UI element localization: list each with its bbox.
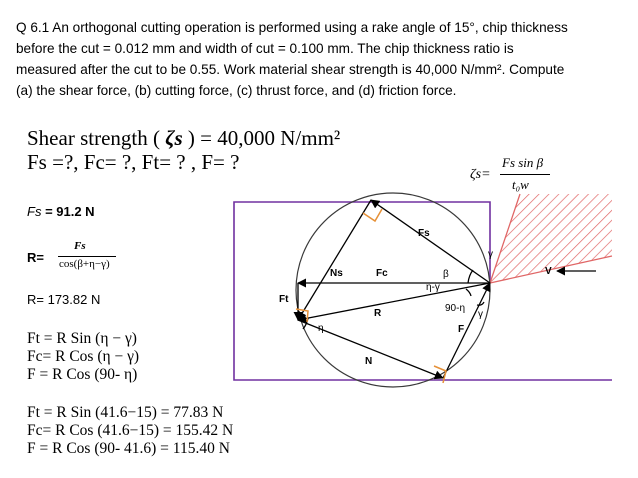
fs-symbol: Fs (27, 204, 42, 219)
equation-ft: Ft = R Sin (η − γ) (27, 330, 137, 347)
label-gamma-lower: γ (478, 309, 483, 320)
equation-ft-numeric: Ft = R Sin (41.6−15) = 77.83 N (27, 404, 224, 421)
zeta-denominator: t₀w (512, 177, 529, 192)
label-fc: Fc (376, 268, 388, 279)
equation-fc-numeric: Fc= R Cos (41.6−15) = 155.42 N (27, 422, 234, 439)
eta-gamma-arc (466, 289, 471, 296)
label-eta: η (318, 323, 324, 334)
beta-arc (468, 270, 473, 283)
label-n: N (365, 356, 373, 367)
label-ft: Ft (279, 294, 289, 305)
label-eta-minus-gamma: η-γ (426, 282, 440, 293)
question-line: before the cut = 0.012 mm and width of cut = 0.100 mm. The chip thickness ratio is (16, 41, 514, 56)
r-lhs: R= (27, 250, 44, 265)
zeta-numerator: Fs sin β (502, 155, 544, 170)
label-f: F (458, 324, 465, 335)
unknowns-line: Fs =?, Fc= ?, Ft= ? , F= ? (27, 150, 240, 174)
shear-strength-prefix: Shear strength ( (27, 126, 160, 150)
equation-f: F = R Cos (90- η) (27, 366, 138, 383)
zeta-lhs: ζs= (470, 167, 491, 182)
question-line: measured after the cut to be 0.55. Work material shear strength is 40,000 N/mm². Compute (16, 62, 565, 77)
label-ninety-minus-eta: 90-η (445, 303, 466, 314)
r-numerator: Fs (74, 240, 86, 252)
equation-fc: Fc= R Cos (η − γ) (27, 348, 140, 365)
question-line: (a) the shear force, (b) cutting force, (c) thrust force, and (d) friction force. (16, 83, 457, 98)
label-fs: Fs (418, 228, 430, 239)
resultant-r-arrow (298, 283, 490, 320)
equation-f-numeric: F = R Cos (90- 41.6) = 115.40 N (27, 440, 230, 457)
label-gamma: γ (488, 249, 493, 260)
r-denominator: cos(β+η−γ) (59, 258, 110, 270)
fs-value: = 91.2 N (41, 204, 95, 219)
force-vectors (298, 200, 490, 378)
label-r: R (374, 308, 382, 319)
friction-force-arrow (443, 283, 490, 378)
label-v: V (545, 266, 552, 277)
normal-shear-arrow (298, 200, 371, 320)
shear-strength-suffix: ) = 40,000 N/mm² (187, 126, 341, 150)
label-beta: β (443, 269, 449, 280)
shear-strength-symbol: ζs (165, 126, 183, 150)
question-line: Q 6.1 An orthogonal cutting operation is performed using a rake angle of 15°, chip thickness (16, 20, 568, 35)
label-ns: Ns (330, 268, 343, 279)
r-result: R= 173.82 N (27, 292, 101, 307)
